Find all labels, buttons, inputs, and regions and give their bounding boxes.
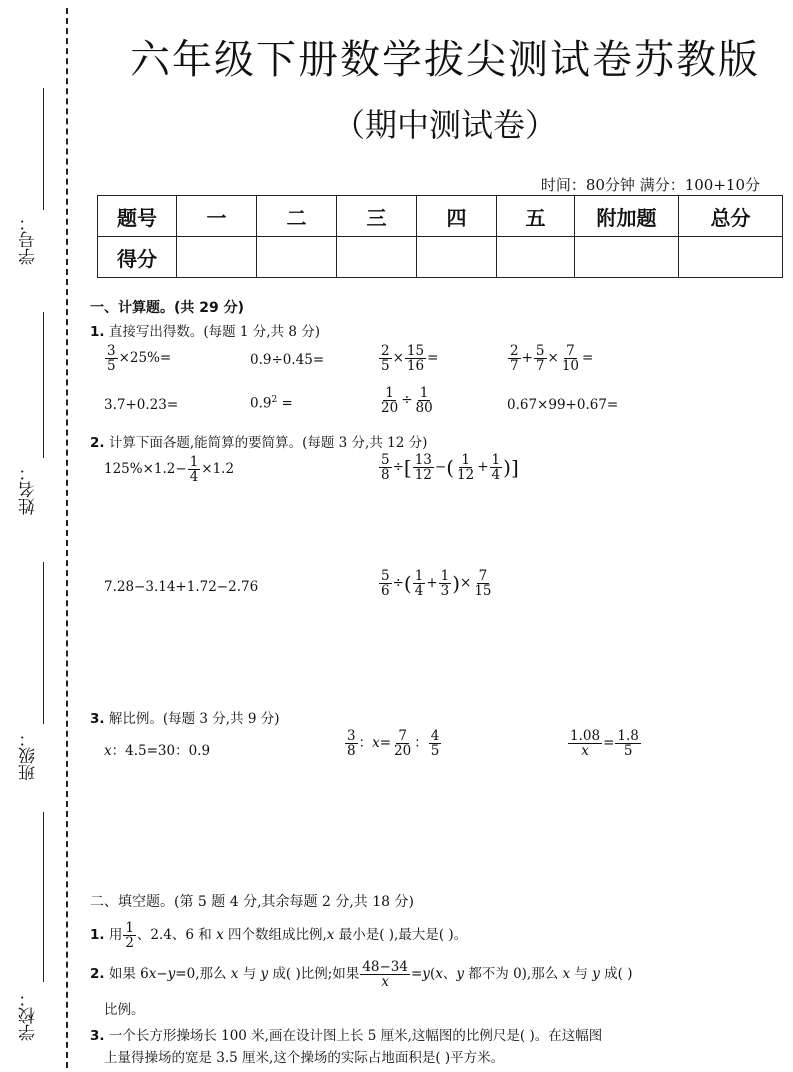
s2-question-1: 1. 用 $\frac{1}{2}$ 、2.4、6 和 x 四个数组成比例,x 最小是( ),最大是( )。	[90, 920, 468, 952]
score-header-cell: 一	[177, 196, 257, 237]
score-blank-cell[interactable]	[497, 237, 575, 278]
class-line	[43, 562, 44, 724]
score-header-cell: 总分	[679, 196, 783, 237]
s2-question-2-continued: 比例。	[104, 1002, 145, 1018]
fraction: $\frac{3}{5}$	[107, 343, 116, 375]
score-header-cell: 三	[337, 196, 417, 237]
s1-question-2: 2. 计算下面各题,能简算的要简算。(每题 3 分,共 12 分)	[90, 435, 428, 451]
score-row-label: 得分	[98, 237, 177, 278]
score-header-cell: 题号	[98, 196, 177, 237]
score-blank-cell[interactable]	[417, 237, 497, 278]
calc-b1: 3.7+0.23=	[104, 397, 179, 413]
question-text: 直接写出得数。(每题 1 分,共 8 分)	[108, 324, 320, 340]
calc-c2: $\frac{5}{8}$ ÷[ $\frac{13}{12}$ −( $\frac{1}{12}$ + $\frac{1}{4}$ )]	[381, 452, 519, 484]
student-number-label: 学号：	[19, 214, 39, 265]
s2-question-2: 2. 如果 6x−y=0,那么 x 与 y 成( )比例;如果 $\frac{48-34}{x}$ =y(x、y 都不为 0),那么 x 与 y 成( )	[90, 959, 633, 991]
score-header-cell: 五	[497, 196, 575, 237]
calc-c1: 125%×1.2− $\frac{1}{4}$ ×1.2	[104, 454, 235, 486]
binding-dashed-line	[66, 8, 68, 1068]
s1-question-3: 3. 解比例。(每题 3 分,共 9 分)	[90, 711, 280, 727]
name-line	[43, 312, 44, 458]
section-2-title: 二、填空题。(第 5 题 4 分,其余每题 2 分,共 18 分)	[90, 894, 414, 910]
calc-b3: $\frac{1}{20}$ ÷ $\frac{1}{80}$	[381, 385, 433, 417]
calc-a2: 0.9÷0.45=	[250, 352, 325, 368]
score-table	[97, 195, 783, 278]
calc-b4: 0.67×99+0.67=	[507, 397, 619, 413]
score-value-row	[98, 237, 783, 278]
proportion-3: $\frac{1.08}{x}$ = $\frac{1.8}{5}$	[570, 728, 639, 760]
score-header-cell: 二	[257, 196, 337, 237]
score-blank-cell[interactable]	[177, 237, 257, 278]
s2-question-3: 3. 一个长方形操场长 100 米,画在设计图上长 5 厘米,这幅图的比例尺是( )。在这幅图	[90, 1028, 603, 1044]
calc-a4: $\frac{2}{7}$ + $\frac{5}{7}$ × $\frac{7}{10}$ =	[510, 343, 594, 375]
student-number-line	[43, 88, 44, 210]
time-info: 时间：80分钟 满分：100+10分	[540, 176, 760, 194]
s1-question-1	[90, 320, 320, 340]
school-line	[43, 812, 44, 982]
calc-a1: $\frac{3}{5}$ ×25%=	[107, 343, 172, 375]
score-header-cell: 四	[417, 196, 497, 237]
page-subtitle: （期中测试卷）	[332, 106, 557, 144]
calc-a3: $\frac{2}{5}$ × $\frac{15}{16}$ =	[381, 343, 439, 375]
school-label: 学校：	[19, 990, 39, 1041]
class-label: 班级：	[19, 730, 39, 781]
score-blank-cell[interactable]	[337, 237, 417, 278]
score-blank-cell[interactable]	[257, 237, 337, 278]
calc-b2: $0.9^2$ =	[250, 395, 293, 412]
score-header-cell: 附加题	[575, 196, 679, 237]
score-blank-cell[interactable]	[575, 237, 679, 278]
proportion-2: $\frac{3}{8}$ ：x= $\frac{7}{20}$ ： $\frac{4}{5}$	[347, 728, 440, 760]
s2-question-3-line2: 上量得操场的宽是 3.5 厘米,这个操场的实际占地面积是( )平方米。	[104, 1050, 505, 1066]
score-blank-cell[interactable]	[679, 237, 783, 278]
section-1-title: 一、计算题。(共 29 分)	[90, 300, 245, 316]
name-label: 姓名：	[19, 464, 39, 515]
calc-c3: 7.28−3.14+1.72−2.76	[104, 579, 259, 595]
score-header-row	[98, 196, 783, 237]
page-title: 六年级下册数学拔尖测试卷苏教版	[130, 37, 760, 83]
question-number: 1.	[90, 324, 105, 340]
proportion-1: x：4.5=30：0.9	[104, 743, 211, 759]
calc-c4: $\frac{5}{6}$ ÷( $\frac{1}{4}$ + $\frac{1}{3}$ )× $\frac{7}{15}$	[381, 568, 492, 600]
